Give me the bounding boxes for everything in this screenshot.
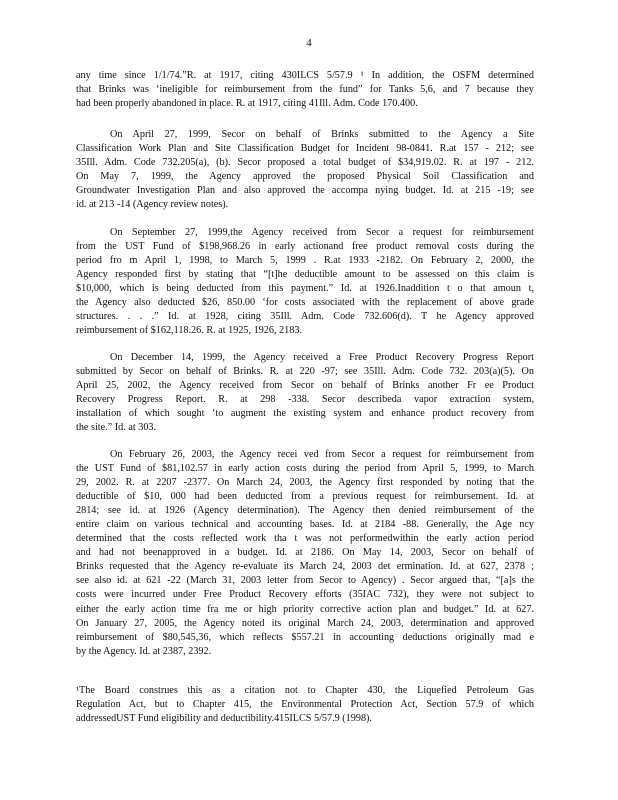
text-line: any time since 1/1/74.”R. at 1917, citing 430ILCS 5/57.9 ¹ In addition, the OSFM determined <box>76 70 534 81</box>
text-line: either the early action time fra me or high priority corrective action plan and budget.” Id. at 627. <box>76 603 534 615</box>
page-number: 4 <box>306 37 312 49</box>
text-line: from the UST Fund of $198,968.26 in early actionand free product removal costs during the <box>76 241 534 253</box>
text-line: 29, 2002. R. at 2207 -2377. On March 24, 2003, the Agency first responded by noting that the <box>76 477 534 489</box>
text-line: costs were incurred under Free Product Recovery efforts (35IAC 732), they were not subject to <box>76 589 534 601</box>
paragraph-site-classification <box>76 128 534 212</box>
footnote <box>76 684 534 726</box>
paragraph-free-product-report <box>76 351 534 435</box>
footnote-line: addressedUST Fund eligibility and deductibility.415ILCS 5/57.9 (1998). <box>76 713 372 724</box>
text-line: installation of which sought ‘to augment the existing system and enhance product recovery from <box>76 408 534 420</box>
text-line: On January 27, 2005, the Agency noted its original March 24, 2003, determination and approved <box>76 617 534 629</box>
text-line: entire claim on various technical and accounting bases. Id. at 2184 -88. Generally, the Age ncy <box>76 519 534 531</box>
text-line: On April 27, 1999, Secor on behalf of Brinks submitted to the Agency a Site <box>110 129 534 140</box>
text-line: April 25, 2002, the Agency received from Secor on behalf of Brinks another Fr ee Product <box>76 380 534 392</box>
text-line: On September 27, 1999,the Agency received from Secor a request for reimbursement <box>110 227 534 238</box>
text-line: $10,000, which is being deducted from this payment.” Id. at 1926.Inaddition t o that amoun t, <box>76 283 534 295</box>
text-line: reimbursement of $162,118.26. R. at 1925, 1926, 2183. <box>76 325 302 337</box>
text-line: the Agency also deducted $26, 850.00 ‘for costs associated with the replacement of above grade <box>76 297 534 309</box>
text-line: Brinks requested that the Agency re-evaluate its March 24, 2003 det ermination. Id. at 627, 2378 ; <box>76 561 534 573</box>
text-line: and had not beenapproved in a budget. Id. at 2186. On May 14, 2003, Secor on behalf of <box>76 547 534 559</box>
text-line: that Brinks was ‘ineligible for reimbursement from the fund” for Tanks 5,6, and 7 because they <box>76 84 534 96</box>
text-line: the site.” Id. at 303. <box>76 422 157 434</box>
text-line: structures. . . .” Id. at 1928, citing 35Ill. Adm. Code 732.606(d). T he Agency approved <box>76 311 534 323</box>
text-line: Recovery Progress Report. R. at 298 -338. Secor describeda vapor extraction system, <box>76 394 534 406</box>
text-line: by the Agency. Id. at 2387, 2392. <box>76 645 212 657</box>
text-line: On December 14, 1999, the Agency received a Free Product Recovery Progress Report <box>110 352 534 363</box>
text-line: Classification Work Plan and Site Classification Budget for Incident 98-0841. R.at 157 - 212; see <box>76 143 534 155</box>
text-line: 35Ill. Adm. Code 732.205(a), (b). Secor proposed a total budget of $34,919.02. R. at 197 - 212. <box>76 157 534 169</box>
text-line: Groundwater Investigation Plan and also approved the accompa nying budget. Id. at 215 -19; see <box>76 185 534 197</box>
text-line: deductible of $10, 000 had been deducted from a previous request for reimbursement. Id. at <box>76 491 534 503</box>
paragraph-september-request <box>76 226 534 338</box>
paragraph-owner-determination <box>76 69 534 111</box>
text-line: had been properly abandoned in place. R. at 1917, citing 41Ill. Adm. Code 170.400. <box>76 98 418 110</box>
text-line: id. at 213 -14 (Agency review notes). <box>76 199 229 211</box>
text-line: On February 26, 2003, the Agency recei ved from Secor a request for reimbursement from <box>110 449 534 460</box>
text-line: see also id. at 621 -22 (March 31, 2003 letter from Secor to Agency) . Secor argued that, “[a]s the <box>76 575 534 587</box>
text-line: determined that the costs reflected work tha t was not performedwithin the early action period <box>76 533 534 545</box>
text-line: On May 7, 1999, the Agency approved the proposed Physical Soil Classification and <box>76 171 534 183</box>
text-line: Agency responded first by stating that “[t]he deductible amount to be assessed on this claim is <box>76 269 534 281</box>
text-line: 2814; see id. at 1926 (Agency determination). The Agency then denied reimbursement of the <box>76 505 534 517</box>
footnote-line: ¹The Board construes this as a citation not to Chapter 430, the Liquefied Petroleum Gas <box>76 685 534 696</box>
text-line: period fro m April 1, 1998, to March 5, 1999 . R.at 1933 -2182. On February 2, 2000, the <box>76 255 534 267</box>
paragraph-february-request <box>76 448 534 659</box>
text-line: the UST Fund of $81,102.57 in early action costs during the period from April 5, 1999, to March <box>76 463 534 475</box>
text-line: submitted by Secor on behalf of Brinks. R. at 220 -97; see 35Ill. Adm. Code 732. 203(a)(5). On <box>76 366 534 378</box>
text-line: reimbursement of $80,545,36, which reflects $557.21 in accounting deductions originally mad e <box>76 631 534 643</box>
footnote-line: Regulation Act, but to Chapter 415, the Environmental Protection Act, Section 57.9 of which <box>76 699 534 710</box>
